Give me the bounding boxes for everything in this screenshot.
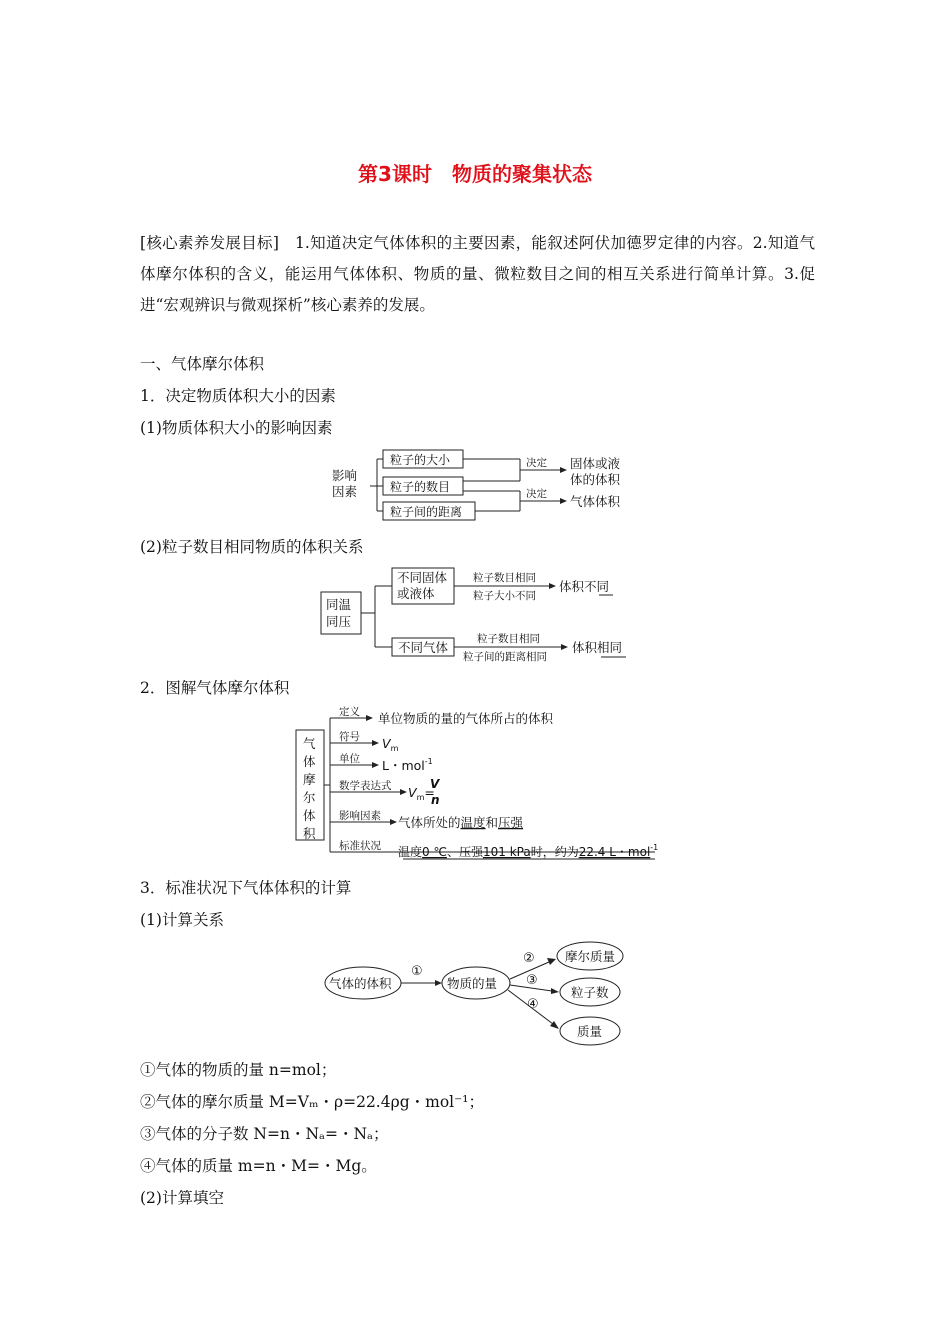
d2-top-fill: 不同 [584,579,610,594]
d2-bottom-box: 不同气体 [398,640,449,655]
d2-top-box-1: 不同固体 [397,570,448,585]
formula-3: ③气体的分子数 N=n・Nₐ=・Nₐ； [140,1125,389,1143]
d3-unit: L・mol$^{-1}$ [382,757,433,773]
subsection-1: 1．决定物质体积大小的因素 [140,387,336,405]
subsection-1-1: (1)物质体积大小的影响因素 [140,419,333,437]
d2-bottom-result: 体积相同 [572,640,623,655]
d2-bottom-cond-1: 粒子数目相同 [477,633,540,645]
d3-label-symbol: 符号 [339,731,360,743]
d2-left-2: 同压 [326,614,352,629]
d1-result-1b: 体的体积 [570,472,621,487]
d1-box-distance: 粒子间的距离 [390,505,463,519]
subsection-1-2: (2)粒子数目相同物质的体积关系 [140,538,364,556]
d3-symbol: $V_m$ [382,736,399,753]
d2-bottom-fill: 相同 [597,640,623,655]
d3-left-char-1: 气 [303,736,316,751]
d3-label-standard: 标准状况 [339,840,381,852]
formula-1: ①气体的物质的量 n=mol； [140,1061,337,1079]
volume-factors-diagram [320,444,640,526]
circle-4: ④ [527,997,539,1012]
d1-result-1a: 固体或液 [570,456,621,471]
d3-left-char-3: 摩 [303,772,316,787]
d3-formula: $V_m=$ [408,785,435,802]
d3-left-char-4: 尔 [303,790,316,805]
core-goals [140,228,815,321]
d3-standard: 温度0 ℃、压强101 kPa时，约为22.4 L・mol$^{-1}$ [398,843,659,859]
label-molar-mass: 摩尔质量 [565,949,616,964]
d2-top-result: 体积不同 [559,579,610,594]
label-gas-volume: 气体的体积 [329,976,392,991]
d3-frac-num: V [430,777,440,791]
d3-left-char-2: 体 [303,754,316,769]
d2-top-cond-2: 粒子大小不同 [473,590,536,602]
d2-left-1: 同温 [326,597,352,612]
circle-2: ② [523,951,535,966]
section-heading: 一、气体摩尔体积 [140,355,265,373]
d3-label-definition: 定义 [339,706,360,718]
calculation-relation-diagram [318,940,630,1052]
d1-result-2: 气体体积 [570,494,621,509]
d2-top-cond-1: 粒子数目相同 [473,572,536,584]
goals-text: 1.知道决定气体体积的主要因素，能叙述阿伏加德罗定律的内容。2.知道气体摩尔体积的含义，能运用气体体积、物质的量、微粒数目之间的相互关系进行简单计算。3.促进“宏观辨识与微观探析”核心素养的发展。 [140,234,815,314]
d1-left-1: 影响 [332,468,358,483]
d1-box-count: 粒子的数目 [390,480,451,494]
formula-2: ②气体的摩尔质量 M=Vₘ・ρ=22.4ρg・mol⁻¹； [140,1093,485,1111]
d1-decide-2: 决定 [526,488,547,500]
d3-label-formula: 数学表达式 [339,780,392,792]
d2-top-box-2: 或液体 [397,586,435,601]
d3-left-char-5: 体 [303,808,316,823]
subsection-3-2: (2)计算填空 [140,1189,224,1207]
same-count-volume-diagram [315,562,645,668]
d3-definition: 单位物质的量的气体所占的体积 [378,711,554,726]
d1-box-size: 粒子的大小 [390,453,451,467]
subsection-3: 3．标准状况下气体体积的计算 [140,879,352,897]
d3-factors: 气体所处的温度和压强 [398,815,524,830]
label-particles: 粒子数 [571,985,609,1000]
label-mass: 质量 [577,1024,603,1039]
subsection-3-1: (1)计算关系 [140,911,224,929]
label-amount: 物质的量 [447,976,498,991]
d1-decide-1: 决定 [526,457,547,469]
d3-left-char-6: 积 [303,826,316,841]
d3-label-factors: 影响因素 [339,810,381,822]
d1-left-2: 因素 [332,484,358,499]
d2-bottom-cond-2: 粒子间的距离相同 [463,651,547,663]
formula-4: ④气体的质量 m=n・M=・Mg。 [140,1157,377,1175]
page-title: 第3课时 物质的聚集状态 [358,162,592,186]
molar-volume-diagram [290,700,670,868]
d3-frac-den: n [431,793,440,807]
subsection-2: 2．图解气体摩尔体积 [140,679,290,697]
goals-label: [核心素养发展目标] [140,234,279,252]
d3-label-unit: 单位 [339,753,360,765]
circle-3: ③ [526,973,538,988]
circle-1: ① [411,964,423,979]
